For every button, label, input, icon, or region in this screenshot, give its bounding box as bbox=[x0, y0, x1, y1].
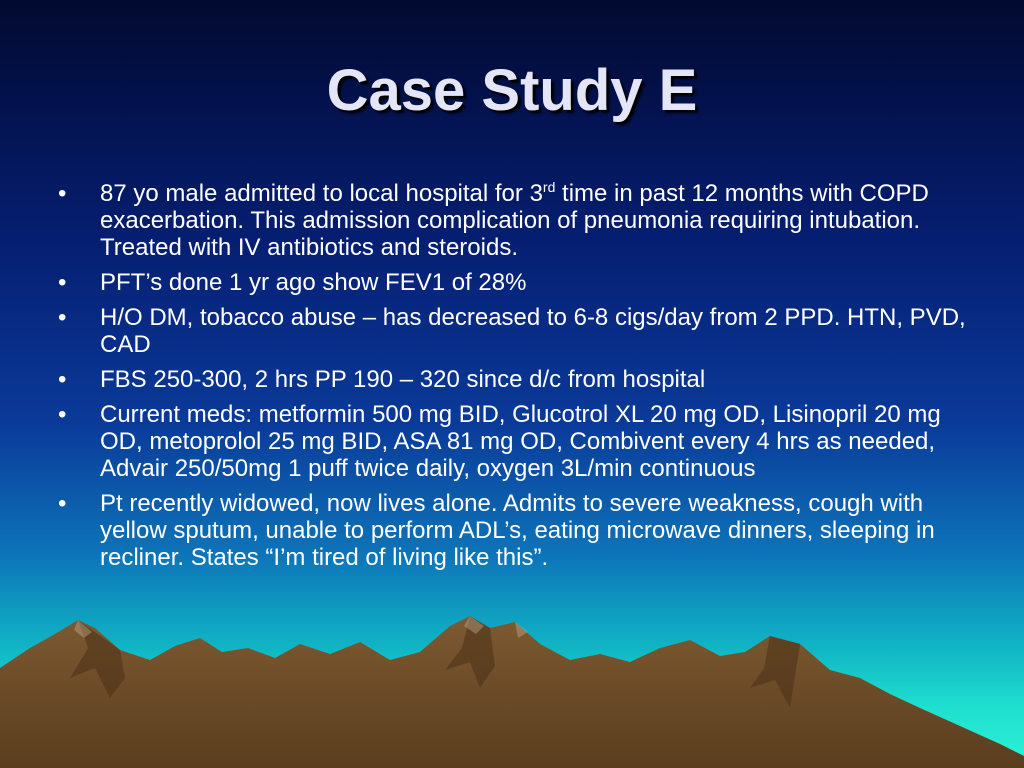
bullet-item-history bbox=[56, 304, 968, 358]
bullet-text-continued: time in past 12 months with COPD exacerbation. This admission complication of pneumonia requiring intubation. Treated with IV antibiotics and steroids. bbox=[100, 180, 929, 261]
bullet-item-admission bbox=[56, 180, 968, 261]
bullet-item-pft bbox=[56, 269, 968, 296]
bullet-text: H/O DM, tobacco abuse – has decreased to 6-8 cigs/day from 2 PPD. HTN, PVD, CAD bbox=[100, 304, 966, 358]
slide-title: Case Study E bbox=[326, 58, 698, 123]
bullet-text: Current meds: metformin 500 mg BID, Glucotrol XL 20 mg OD, Lisinopril 20 mg OD, metoprolol 25 mg BID, ASA 81 mg OD, Combivent every 4 hrs as needed, Advair 250/50mg 1 puff twice daily, oxygen 3L/min continuous bbox=[100, 401, 941, 482]
bullet-marker: • bbox=[58, 490, 67, 517]
bullet-marker: • bbox=[58, 180, 67, 207]
bullet-text: FBS 250-300, 2 hrs PP 190 – 320 since d/c from hospital bbox=[100, 366, 706, 393]
bullet-item-fbs bbox=[56, 366, 968, 393]
bullet-text: Pt recently widowed, now lives alone. Admits to severe weakness, cough with yellow sputum, unable to perform ADL’s, eating microwave dinners, sleeping in recliner. States “I’m tired of living like this”. bbox=[100, 490, 935, 571]
bullet-text: 87 yo male admitted to local hospital for 3 bbox=[100, 180, 543, 207]
bullet-text: PFT’s done 1 yr ago show FEV1 of 28% bbox=[100, 269, 527, 296]
bullet-marker: • bbox=[58, 269, 67, 296]
mountain-range bbox=[0, 616, 1024, 768]
bullet-item-meds bbox=[56, 401, 968, 482]
bullet-list bbox=[56, 180, 968, 579]
mountain-landscape-decoration bbox=[0, 608, 1024, 768]
bullet-marker: • bbox=[58, 304, 67, 331]
bullet-marker: • bbox=[58, 366, 67, 393]
bullet-item-social bbox=[56, 490, 968, 571]
ordinal-superscript: rd bbox=[542, 179, 556, 195]
bullet-marker: • bbox=[58, 401, 67, 428]
